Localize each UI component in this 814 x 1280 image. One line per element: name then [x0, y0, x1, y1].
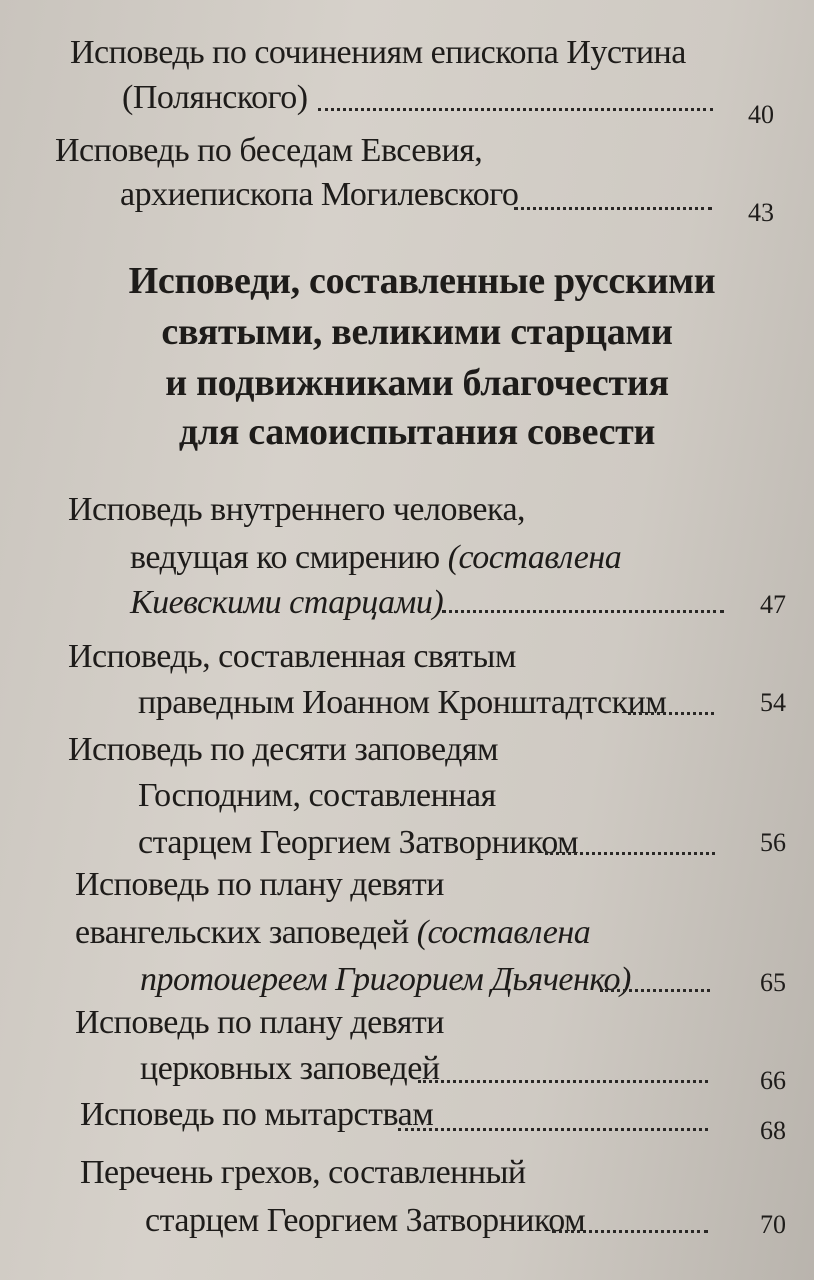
toc-entry-title-line: Исповедь по сочинениям епископа Иустина	[70, 34, 686, 71]
page-number: 56	[760, 828, 786, 857]
page-number: 43	[748, 198, 774, 227]
toc-entry-title-line: Господним, составленная	[138, 777, 496, 814]
toc-entry-title-line: протоиереем Григорием Дьяченко)	[140, 961, 631, 998]
dot-leader	[552, 1226, 708, 1233]
dot-leader	[318, 104, 713, 111]
toc-entry-title-line: (Полянского)	[122, 79, 308, 116]
toc-entry-title-line: Исповедь по плану девяти	[75, 866, 444, 903]
title-text: ведущая ко смирению	[130, 539, 448, 576]
title-text-italic: (составлена	[416, 914, 591, 951]
section-heading-line: Исповеди, составленные русскими	[128, 260, 716, 302]
page-number: 66	[760, 1066, 786, 1095]
page-number: 47	[760, 590, 786, 619]
dot-leader	[514, 203, 712, 210]
toc-entry-title-line: старцем Георгием Затворником	[138, 824, 579, 861]
toc-entry-title-line: Исповедь по десяти заповедям	[68, 731, 499, 768]
toc-entry-title-line: архиепископа Могилевского	[120, 176, 519, 213]
toc-entry-title-line: Исповедь, составленная святым	[68, 638, 516, 675]
dot-leader	[398, 1124, 708, 1131]
toc-entry-title-line: Исповедь внутреннего человека,	[68, 491, 526, 528]
title-text: евангельских заповедей	[75, 914, 417, 951]
toc-entry-title-line	[75, 910, 590, 955]
page-number: 65	[760, 968, 786, 997]
toc-entry-title-line: праведным Иоанном Кронштадтским	[138, 684, 667, 721]
section-heading-line: и подвижниками благочестия	[165, 362, 669, 404]
dot-leader	[628, 708, 714, 715]
page-number: 54	[760, 688, 786, 717]
section-heading-line: святыми, великими старцами	[161, 311, 673, 353]
toc-entry-title-line: Исповедь по мытарствам	[80, 1096, 434, 1133]
toc-entry-title-line: Перечень грехов, составленный	[80, 1154, 526, 1191]
title-text-italic: (составлена	[447, 539, 622, 576]
page-number: 70	[760, 1210, 786, 1239]
dot-leader	[600, 985, 710, 992]
dot-leader	[545, 848, 715, 855]
page-number: 68	[760, 1116, 786, 1145]
dot-leader	[418, 1076, 708, 1083]
toc-entry-title-line	[130, 535, 621, 580]
toc-entry-title-line: Исповедь по плану девяти	[75, 1004, 444, 1041]
toc-entry-title-line: старцем Георгием Затворником	[145, 1202, 586, 1239]
toc-entry-title-line: Исповедь по беседам Евсевия,	[55, 132, 483, 169]
toc-entry-title-line: Киевскими старцами)	[130, 584, 444, 621]
page-number: 40	[748, 100, 774, 129]
toc-entry-title-line: церковных заповедей	[140, 1050, 440, 1087]
dot-leader	[442, 606, 724, 613]
section-heading-line: для самоиспытания совести	[178, 411, 656, 453]
